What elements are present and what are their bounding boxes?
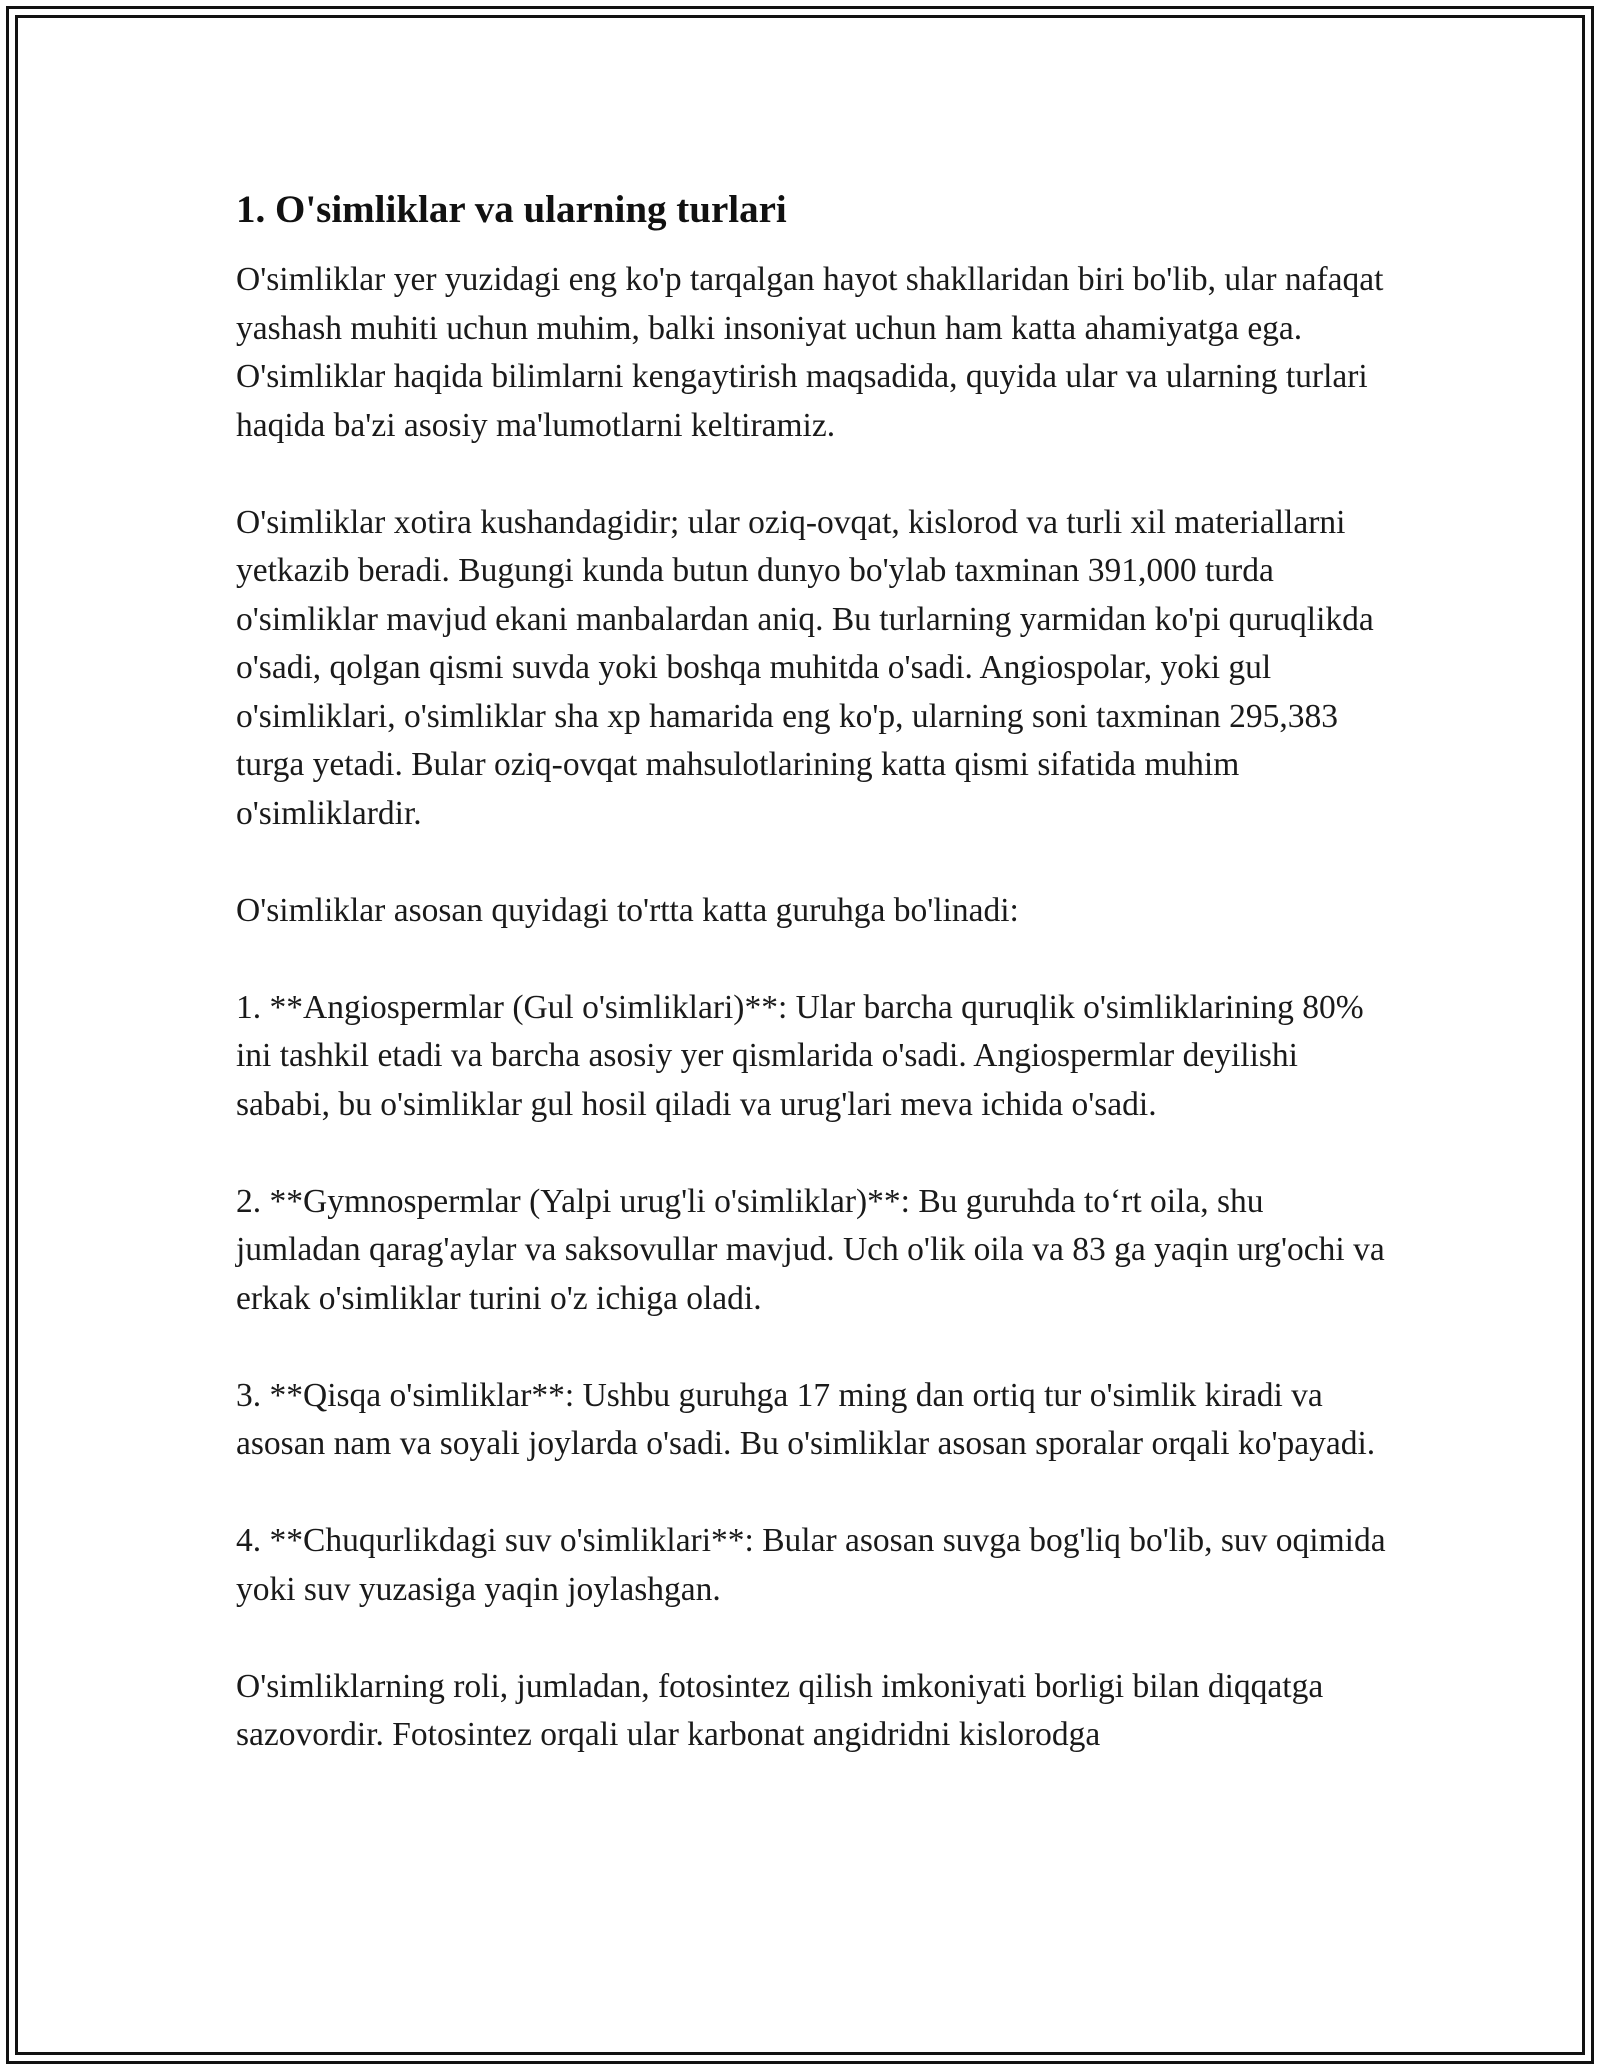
list-item-angiosperms: 1. **Angiospermlar (Gul o'simliklari)**: Ular barcha quruqlik o'simliklarining 80% ini tashkil etadi va barcha asosiy yer qismlarida o'sadi. Angiospermlar deyilishi sababi, bu o'simliklar gul hosil qiladi va urug'lari meva ichida o'sadi. bbox=[236, 988, 1364, 1123]
photosynthesis-paragraph: O'simliklarning roli, jumladan, fotosintez qilish imkoniyati borligi bilan diqqatga sazovordir. Fotosintez orqali ular karbonat angidridni kislorodga bbox=[236, 1667, 1324, 1753]
list-item-water-plants: 4. **Chuqurlikdagi suv o'simliklari**: Bular asosan suvga bog'liq bo'lib, suv oqimida yoki suv yuzasiga yaqin joylashgan. bbox=[236, 1522, 1386, 1608]
groups-intro-paragraph: O'simliklar asosan quyidagi to'rtta katta guruhga bo'linadi: bbox=[236, 891, 1019, 929]
species-count-paragraph: O'simliklar xotira kushandagidir; ular oziq-ovqat, kislorod va turli xil materiallarni yetkazib beradi. Bugungi kunda butun dunyo bo'ylab taxminan 391,000 turda o'simliklar mavjud ekani manbalardan aniq. Bu turlarning yarmidan ko'pi quruqlikda o'sadi, qolgan qismi suvda yoki boshqa muhitda o'sadi. Angiospolar, yoki gul o'simliklari, o'simliklar sha xp hamarida eng ko'p, ularning soni taxminan 295,383 turga yetadi. Bular oziq-ovqat mahsulotlarining katta qismi sifatida muhim o'simliklardir. bbox=[236, 503, 1374, 832]
list-item-short-plants: 3. **Qisqa o'simliklar**: Ushbu guruhga 17 ming dan ortiq tur o'simlik kiradi va asosan nam va soyali joylarda o'sadi. Bu o'simliklar asosan sporalar orqali ko'payadi. bbox=[236, 1376, 1376, 1462]
section-heading: 1. O'simliklar va ularning turlari bbox=[236, 188, 787, 231]
intro-paragraph: O'simliklar yer yuzidagi eng ko'p tarqalgan hayot shakllaridan biri bo'lib, ular nafaqat yashash muhiti uchun muhim, balki insoniyat uchun ham katta ahamiyatga ega. O'simliklar haqida bilimlarni kengaytirish maqsadida, quyida ular va ularning turlari haqida ba'zi asosiy ma'lumotlarni keltiramiz. bbox=[236, 261, 1384, 444]
list-item-gymnosperms: 2. **Gymnospermlar (Yalpi urug'li o'simliklar)**: Bu guruhda to‘rt oila, shu jumladan qarag'aylar va saksovullar mavjud. Uch o'lik oila va 83 ga yaqin urg'ochi va erkak o'simliklar turini o'z ichiga oladi. bbox=[236, 1182, 1385, 1317]
document-body bbox=[236, 186, 1386, 1808]
